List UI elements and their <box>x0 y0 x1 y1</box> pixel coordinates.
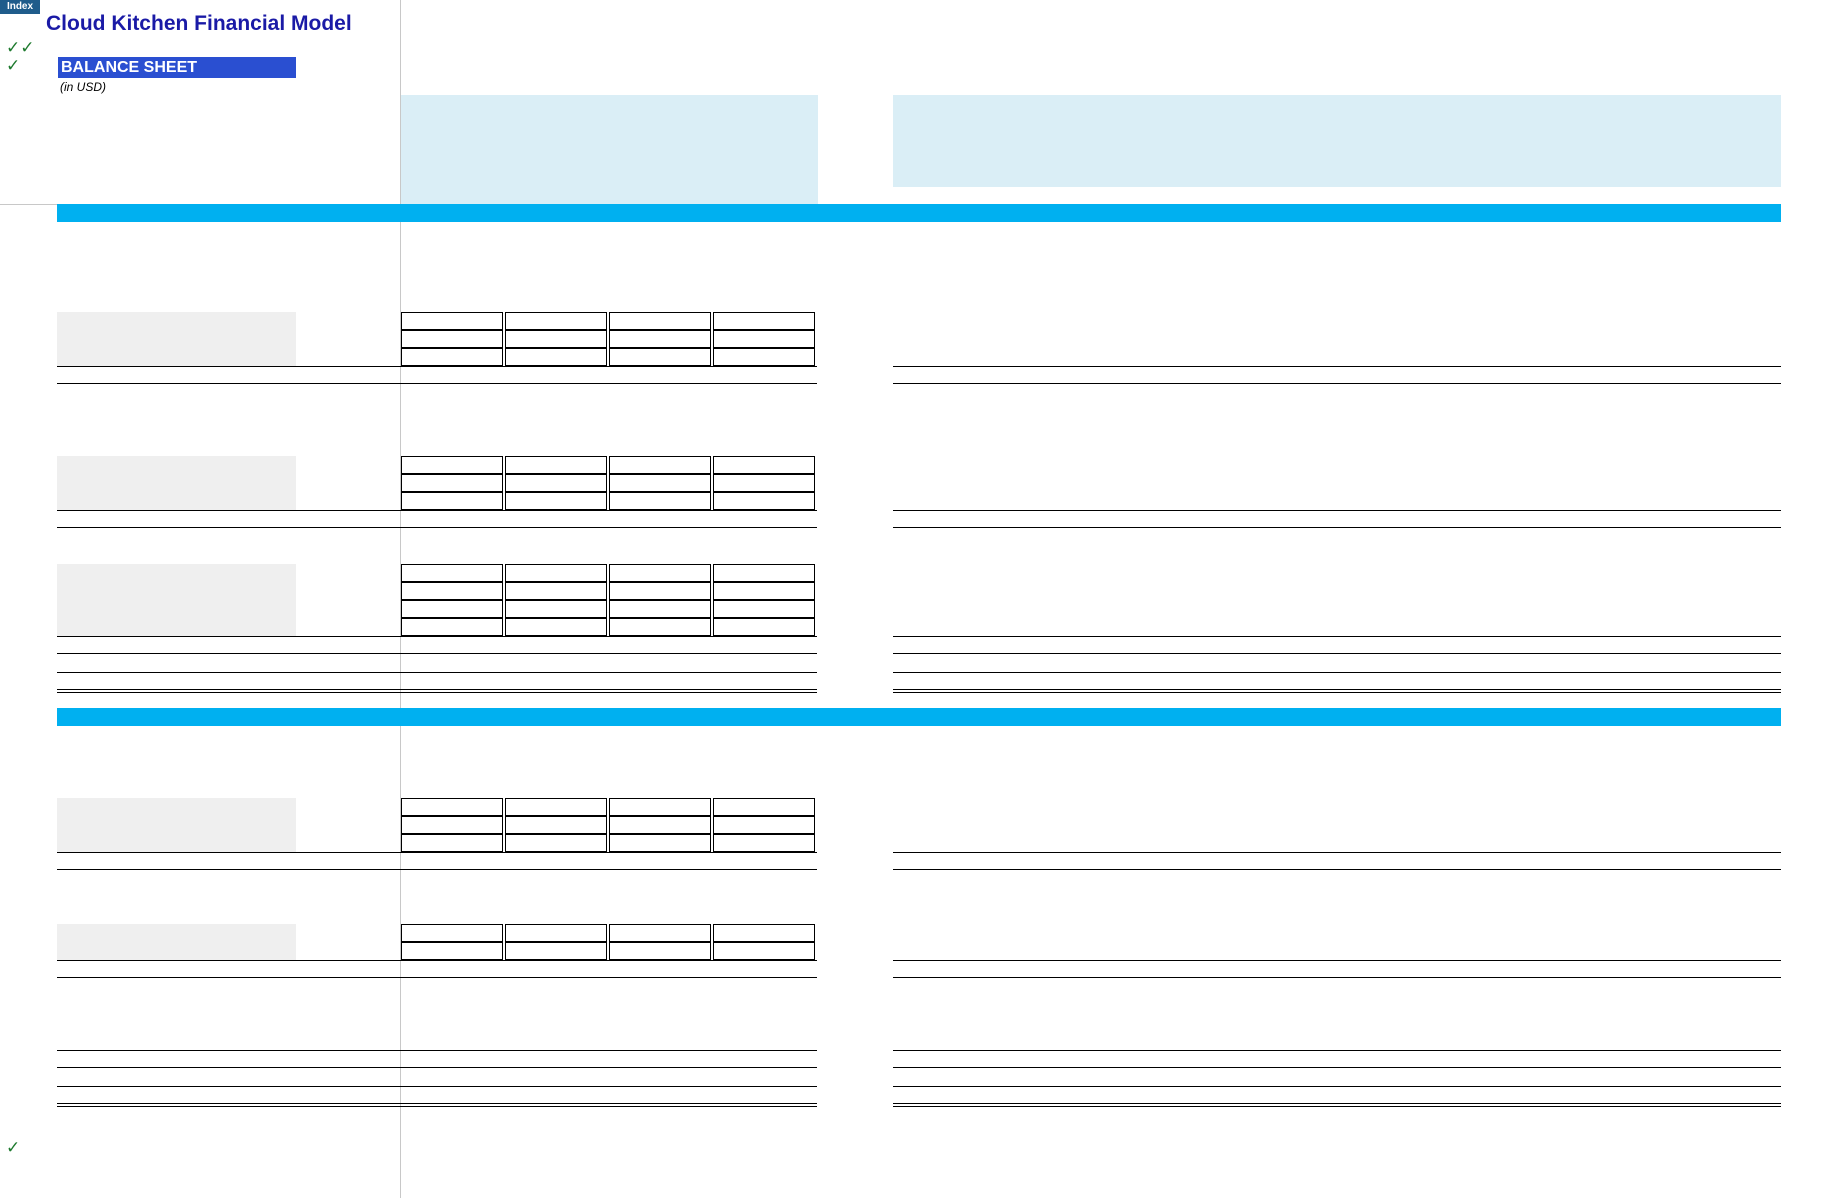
input-cell[interactable] <box>401 330 503 348</box>
placeholder-label-bg <box>57 924 296 942</box>
input-cell[interactable] <box>713 582 815 600</box>
input-cell[interactable] <box>713 816 815 834</box>
input-cell[interactable] <box>609 942 711 960</box>
input-cell[interactable] <box>505 474 607 492</box>
input-cell[interactable] <box>401 600 503 618</box>
table-row <box>0 420 1828 438</box>
table-row <box>0 240 1828 258</box>
section-band <box>57 708 1781 726</box>
total-rule-top <box>893 1086 1781 1087</box>
table-row <box>0 798 1828 816</box>
table-row <box>0 996 1828 1014</box>
input-cell[interactable] <box>609 564 711 582</box>
input-cell[interactable] <box>505 456 607 474</box>
total-rule-top <box>893 672 1781 673</box>
input-cell[interactable] <box>401 618 503 636</box>
annual-header-bg <box>893 95 1781 187</box>
input-cell[interactable] <box>505 582 607 600</box>
input-cell[interactable] <box>609 600 711 618</box>
table-row <box>0 780 1828 798</box>
placeholder-label-bg <box>57 816 296 834</box>
input-cell[interactable] <box>609 816 711 834</box>
input-cell[interactable] <box>609 474 711 492</box>
input-cell[interactable] <box>401 798 503 816</box>
input-cell[interactable] <box>505 834 607 852</box>
input-cell[interactable] <box>505 924 607 942</box>
total-rule-bottom <box>57 689 817 690</box>
table-row <box>0 726 1828 744</box>
input-cell[interactable] <box>401 942 503 960</box>
table-row <box>0 330 1828 348</box>
input-cell[interactable] <box>713 942 815 960</box>
placeholder-label-bg <box>57 834 296 852</box>
table-row <box>0 492 1828 510</box>
input-cell[interactable] <box>609 456 711 474</box>
table-row <box>0 888 1828 906</box>
table-row <box>0 258 1828 276</box>
input-cell[interactable] <box>609 330 711 348</box>
total-rule-bottom <box>893 527 1781 528</box>
input-cell[interactable] <box>713 330 815 348</box>
total-rule-top <box>893 960 1781 961</box>
placeholder-label-bg <box>57 600 296 618</box>
table-row <box>0 672 1828 690</box>
table-row <box>0 366 1828 384</box>
total-rule-bottom <box>57 653 817 654</box>
total-rule-bottom <box>893 653 1781 654</box>
input-cell[interactable] <box>609 834 711 852</box>
input-cell[interactable] <box>401 816 503 834</box>
input-cell[interactable] <box>713 618 815 636</box>
table-row <box>0 618 1828 636</box>
input-cell[interactable] <box>609 798 711 816</box>
unit-label: (in USD) <box>60 80 107 94</box>
total-rule-top <box>57 852 817 853</box>
table-row <box>0 1140 1828 1158</box>
table-row <box>0 456 1828 474</box>
input-cell[interactable] <box>401 564 503 582</box>
placeholder-label-bg <box>57 474 296 492</box>
monthly-header-bg <box>401 95 818 205</box>
total-rule-bottom <box>57 869 817 870</box>
table-row <box>0 924 1828 942</box>
input-cell[interactable] <box>713 798 815 816</box>
input-cell[interactable] <box>505 492 607 510</box>
placeholder-label-bg <box>57 456 296 474</box>
table-row <box>0 312 1828 330</box>
table-row <box>0 474 1828 492</box>
placeholder-label-bg <box>57 312 296 330</box>
table-row <box>0 636 1828 654</box>
input-cell[interactable] <box>609 582 711 600</box>
check-icon: ✓ <box>6 1138 21 1157</box>
input-cell[interactable] <box>401 312 503 330</box>
total-rule-top <box>893 636 1781 637</box>
input-cell[interactable] <box>609 618 711 636</box>
table-row <box>0 942 1828 960</box>
input-cell[interactable] <box>505 618 607 636</box>
input-cell[interactable] <box>713 456 815 474</box>
total-rule-bottom <box>57 383 817 384</box>
input-cell[interactable] <box>401 582 503 600</box>
input-cell[interactable] <box>713 924 815 942</box>
table-row <box>0 744 1828 762</box>
placeholder-label-bg <box>57 564 296 582</box>
input-cell[interactable] <box>713 474 815 492</box>
input-cell[interactable] <box>609 924 711 942</box>
table-row <box>0 1050 1828 1068</box>
section-title: BALANCE SHEET <box>58 57 296 78</box>
total-rule-bottom <box>893 1067 1781 1068</box>
total-rule-bottom <box>893 1103 1781 1104</box>
table-row <box>0 1122 1828 1140</box>
total-rule-bottom <box>57 1067 817 1068</box>
input-cell[interactable] <box>401 924 503 942</box>
total-rule-bottom <box>57 977 817 978</box>
total-rule-double <box>57 692 817 693</box>
total-rule-top <box>57 1086 817 1087</box>
table-row <box>0 564 1828 582</box>
check-icon: ✓ <box>6 56 21 75</box>
table-row <box>0 1032 1828 1050</box>
table-row <box>0 960 1828 978</box>
input-cell[interactable] <box>609 312 711 330</box>
input-cell[interactable] <box>609 348 711 366</box>
total-rule-bottom <box>893 869 1781 870</box>
section-band <box>57 204 1781 222</box>
total-rule-top <box>893 366 1781 367</box>
table-row <box>0 402 1828 420</box>
table-row <box>0 510 1828 528</box>
total-rule-bottom <box>893 977 1781 978</box>
total-rule-bottom <box>57 527 817 528</box>
placeholder-label-bg <box>57 618 296 636</box>
placeholder-label-bg <box>57 348 296 366</box>
placeholder-label-bg <box>57 582 296 600</box>
placeholder-label-bg <box>57 798 296 816</box>
input-cell[interactable] <box>505 348 607 366</box>
total-rule-bottom <box>893 383 1781 384</box>
input-cell[interactable] <box>713 312 815 330</box>
placeholder-label-bg <box>57 492 296 510</box>
total-rule-top <box>893 852 1781 853</box>
input-cell[interactable] <box>505 312 607 330</box>
index-tab[interactable]: Index <box>0 0 40 14</box>
input-cell[interactable] <box>505 564 607 582</box>
table-row <box>0 600 1828 618</box>
input-cell[interactable] <box>505 600 607 618</box>
table-row <box>0 582 1828 600</box>
input-cell[interactable] <box>505 330 607 348</box>
input-cell[interactable] <box>401 456 503 474</box>
placeholder-label-bg <box>57 942 296 960</box>
total-rule-top <box>57 636 817 637</box>
table-row <box>0 222 1828 240</box>
table-row <box>0 852 1828 870</box>
total-rule-top <box>57 960 817 961</box>
total-rule-double <box>893 692 1781 693</box>
input-cell[interactable] <box>505 816 607 834</box>
table-row <box>0 348 1828 366</box>
page-title: Cloud Kitchen Financial Model <box>46 12 352 35</box>
check-icon: ✓✓ <box>6 38 35 57</box>
placeholder-label-bg <box>57 330 296 348</box>
total-rule-top <box>57 672 817 673</box>
input-cell[interactable] <box>713 348 815 366</box>
total-rule-top <box>57 1050 817 1051</box>
input-cell[interactable] <box>713 492 815 510</box>
total-rule-double <box>57 1106 817 1107</box>
table-row <box>0 906 1828 924</box>
table-row <box>0 1014 1828 1032</box>
total-rule-top <box>893 1050 1781 1051</box>
table-row <box>0 276 1828 294</box>
table-row <box>0 816 1828 834</box>
table-row <box>0 438 1828 456</box>
total-rule-bottom <box>57 1103 817 1104</box>
input-cell[interactable] <box>401 348 503 366</box>
input-cell[interactable] <box>713 564 815 582</box>
table-row <box>0 1086 1828 1104</box>
input-cell[interactable] <box>505 798 607 816</box>
total-rule-double <box>893 1106 1781 1107</box>
table-row <box>0 546 1828 564</box>
input-cell[interactable] <box>609 492 711 510</box>
total-rule-bottom <box>893 689 1781 690</box>
total-rule-top <box>57 366 817 367</box>
table-row <box>0 294 1828 312</box>
input-cell[interactable] <box>401 492 503 510</box>
input-cell[interactable] <box>505 942 607 960</box>
input-cell[interactable] <box>401 474 503 492</box>
table-row <box>0 762 1828 780</box>
input-cell[interactable] <box>401 834 503 852</box>
total-rule-top <box>57 510 817 511</box>
input-cell[interactable] <box>713 600 815 618</box>
table-row <box>0 834 1828 852</box>
total-rule-top <box>893 510 1781 511</box>
input-cell[interactable] <box>713 834 815 852</box>
